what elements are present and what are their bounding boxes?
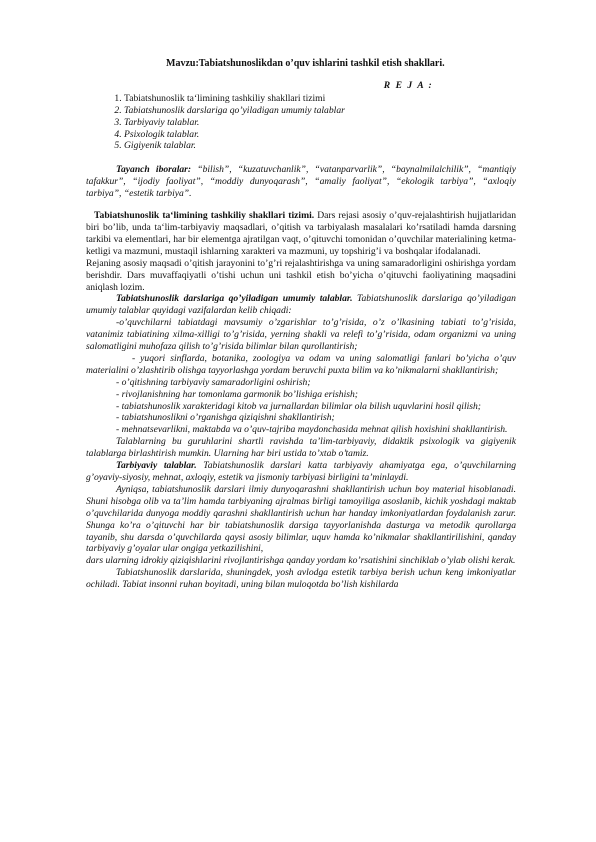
section-2-heading: Tabiatshunoslik darslariga qo’yiladigan umumiy talablar. bbox=[116, 293, 353, 305]
list-item: - yuqori sinflarda, botanika, zoologiya va odam va uning salomatligi fanlari bo’yicha o’quv materialini o’zlashtirib olishga tayyorlashga yordam beruvchi puxta bilim va ko’nikmalarni shakllantirish; bbox=[86, 352, 516, 376]
keywords-text: “bilish”, “kuzatuvchanlik”, “vatanparvarlik”, “baynalmilalchilik”, “mantiqiy tafakkur”, “ijodiy faoliyat”, “moddiy dunyoqarash”, “amaliy faoliyat”, “ekologik tarbiya”, “axloqiy tarbiya”, “estetik tarbiya”. bbox=[86, 164, 516, 200]
section-3-paragraph-4: Tabiatshunoslik darslarida, shuningdek, yosh avlodga estetik tarbiya berish uchun keng imkoniyatlar ochiladi. Tabiat insonni ruhan boyitadi, uning bilan muloqotda bo’lish kishilarda bbox=[86, 567, 516, 591]
plan-item bbox=[124, 129, 516, 141]
plan-item bbox=[124, 105, 516, 117]
section-3-paragraph bbox=[86, 460, 516, 484]
plan-item-text: Psixologik talablar. bbox=[124, 128, 200, 140]
list-item: -o’quvchilarni tabiatdagi mavsumiy o’zgarishlar to’g’risida, o’z o’lkasining tabiati to’g’risida, vatanimiz tabiatining xilma-xilligi to’g’risida, yerning shakli va relefi to’g’risida, odam organizmi va uning salomatligini muhofaza qilish to’g’risida bilimlar bilan qurollantirish; bbox=[86, 317, 516, 353]
section-2-closing: Talablarning bu guruhlarini shartli ravishda ta’lim-tarbiyaviy, didaktik psixologik va gigiyenik talablarga birlashtirish mumkin. Ularning har biri ustida to’xtab o’tamiz. bbox=[86, 436, 516, 460]
document-title: Mavzu:Tabiatshunoslikdan o’quv ishlarini tashkil etish shakllari. bbox=[166, 58, 445, 69]
list-item: - rivojlanishning har tomonlama garmonik bo’lishiga erishish; bbox=[116, 388, 358, 400]
plan-item-text: Gigiyenik talablar. bbox=[124, 140, 196, 152]
plan-item-text: Tabiatshunoslik darslariga qo’yiladigan umumiy talablar bbox=[124, 104, 345, 116]
section-3-text: Tabiatshunoslik darslari katta tarbiyaviy ahamiyatga ega, o’quvchilarning g’oyaviy-siyosiy, mehnat, axloqiy, estetik va jismoniy tarbiyasi birligini ta’minlaydi. bbox=[86, 460, 516, 483]
list-item: - mehnatsevarlikni, maktabda va o’quv-tajriba maydonchasida mehnat qilish hoxishini shakllantirish. bbox=[116, 424, 508, 436]
section-3-heading: Tarbiyaviy talablar. bbox=[116, 460, 197, 472]
section-2-intro: Tabiatshunoslik darslariga qo’yiladigan umumiy talablar quyidagi vazifalardan kelib chiqadi: bbox=[86, 293, 516, 317]
plan-item bbox=[124, 117, 516, 129]
list-item: - tabiatshunoslik xarakteridagi kitob va jurnallardan bilimlar ola bilish uquvlarini hosil qilish; bbox=[116, 400, 482, 412]
section-1-paragraph bbox=[86, 210, 516, 258]
list-item: - tabiatshunoslikni o’rganishga qiziqishni shakllantirish; bbox=[116, 412, 335, 424]
section-1-text: Dars rejasi asosiy o’quv-rejalashtirish hujjatlaridan biri bo’lib, unda ta‘lim-tarbiyaviy maqsadlari, o’qitish va tarbiyalash masalalari ko’rsatiladi hamda darsning tarkibi va elementlari, har bir elementga ajratilgan vaqt, o’qituvchi tomonidan o’quvchilar materialining ketma-ketligi va mazmuni, mustaqil ishlarning xarakteri va mazmuni, uy topshirig’i va boshqalar ifodalanadi. bbox=[86, 210, 516, 257]
section-1-paragraph-2: Rejaning asosiy maqsadi o’qitish jarayonini to’g’ri rejalashtirishga va uning samaradorligini oshirishga yordam berishdir. Dars muvaffaqiyatli o’tishi uchun uni tashkil etish bo’yicha o’qituvchi faoliyatining maqsadini aniqlash lozim. bbox=[86, 257, 516, 293]
plan-item bbox=[124, 140, 516, 152]
keywords-paragraph bbox=[86, 164, 516, 200]
plan-item-text: Tarbiyaviy talablar. bbox=[124, 116, 200, 128]
section-3-paragraph-2: Ayniqsa, tabiatshunoslik darslari ilmiy dunyoqarashni shakllantirish uchun boy material hisoblanadi. Shuni hisobga olib va ta’lim hamda tarbiyaning ajralmas birligi tamoyiliga asoslanib, kichik yoshdagi maktab o’quvchilarida dunyoga moddiy qarashni shakllantirish uchun har handay imkoniyatlardan foydalanish zarur. Shunga ko’ra o’qituvchi har bir tabiatshunoslik darsiga tayyorlanishda dasturga va metodik qurollarga tayanib, shu darsda o’quvchilarda qaysi asosiy bilimlar, uquv hamda ko’nikmalar shakllantirilishini, qanday tarbiyaviy g’oyalar ular ongiga yetkazilishini, bbox=[86, 483, 516, 555]
plan-item-text: Tabiatshunoslik ta‘limining tashkiliy shakllari tizimi bbox=[124, 92, 326, 104]
keywords-label: Tayanch iboralar: bbox=[116, 164, 192, 176]
plan-list bbox=[86, 93, 516, 153]
section-1-heading: Tabiatshunoslik ta‘limining tashkiliy shakllari tizimi. bbox=[94, 210, 315, 222]
plan-item bbox=[124, 93, 516, 105]
plan-heading: R E J A : bbox=[383, 79, 434, 91]
section-2-paragraph bbox=[86, 293, 516, 317]
section-3-paragraph-3: dars ularning idrokiy qiziqishlarini rivojlantirishga qanday yordam ko’rsatishini sinchiklab o’ylab olishi kerak. bbox=[86, 555, 516, 567]
list-item: - o’qitishning tarbiyaviy samaradorligini oshirish; bbox=[116, 376, 311, 388]
